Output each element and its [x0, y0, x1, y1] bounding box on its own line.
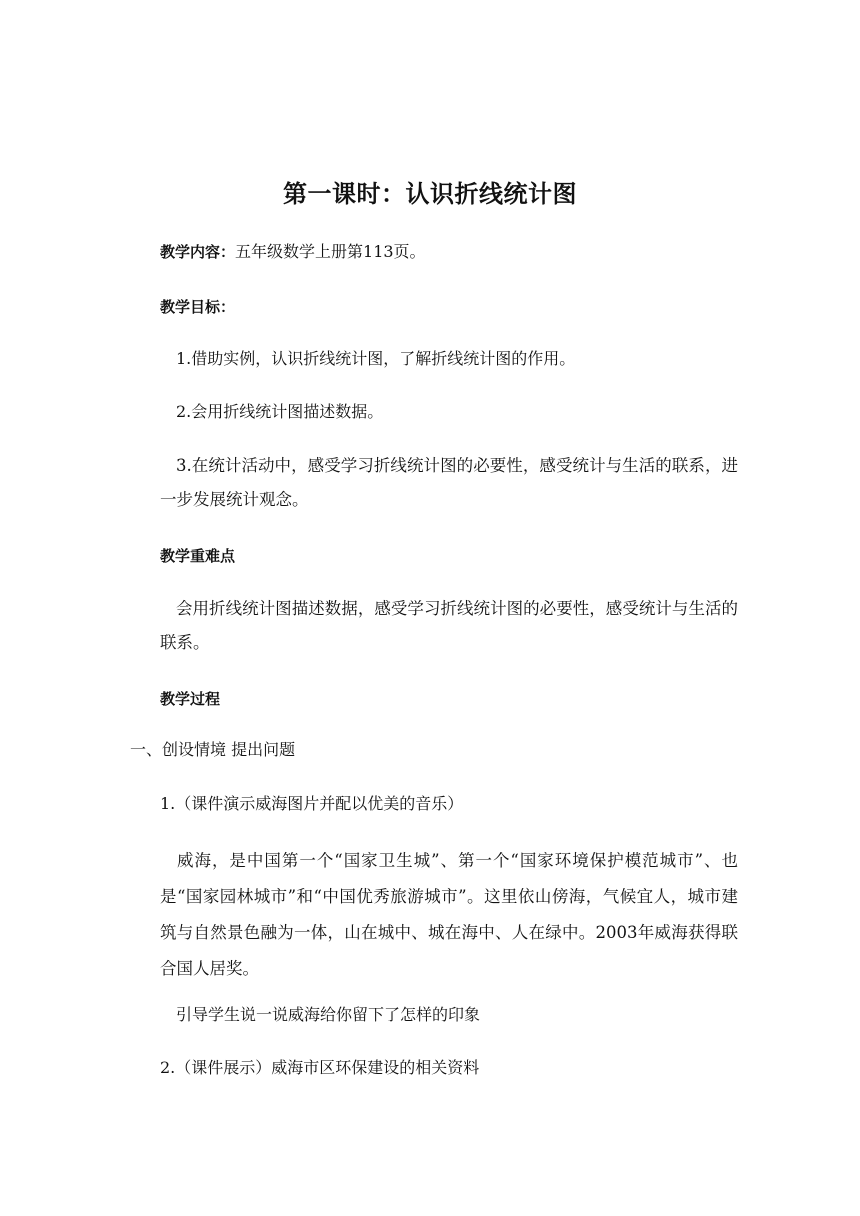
section1-heading: 一、创设情境 提出问题	[130, 740, 296, 759]
step1-text: 1.（课件演示威海图片并配以优美的音乐）	[160, 794, 464, 813]
objective-item-1: 1.借助实例，认识折线统计图，了解折线统计图的作用。	[176, 349, 576, 368]
keypoints-text: 会用折线统计图描述数据，感受学习折线统计图的必要性，感受统计与生活的联系。	[160, 599, 738, 652]
teaching-content	[160, 240, 426, 264]
objective-item-2: 2.会用折线统计图描述数据。	[176, 402, 384, 421]
objectives-heading: 教学目标：	[160, 298, 236, 316]
keypoints-heading: 教学重难点	[160, 547, 236, 565]
process-heading: 教学过程	[160, 690, 221, 708]
teaching-content-label: 教学内容：	[160, 243, 236, 261]
objective-item-3: 3.在统计活动中，感受学习折线统计图的必要性，感受统计与生活的联系，进一步发展统计观念。	[160, 456, 738, 509]
guide-text: 引导学生说一说威海给你留下了怎样的印象	[176, 1005, 481, 1024]
weihai-paragraph: 威海，是中国第一个“国家卫生城”、第一个“国家环境保护模范城市”、也是“国家园林城市”和“中国优秀旅游城市”。这里依山傍海，气候宜人，城市建筑与自然景色融为一体，山在城中、城在海中、人在绿中。2003年威海获得联合国人居奖。	[160, 851, 738, 978]
step2-text: 2.（课件展示）威海市区环保建设的相关资料	[160, 1058, 480, 1077]
teaching-content-text: 五年级数学上册第113页。	[235, 242, 426, 261]
page-title: 第一课时：认识折线统计图	[283, 180, 577, 208]
